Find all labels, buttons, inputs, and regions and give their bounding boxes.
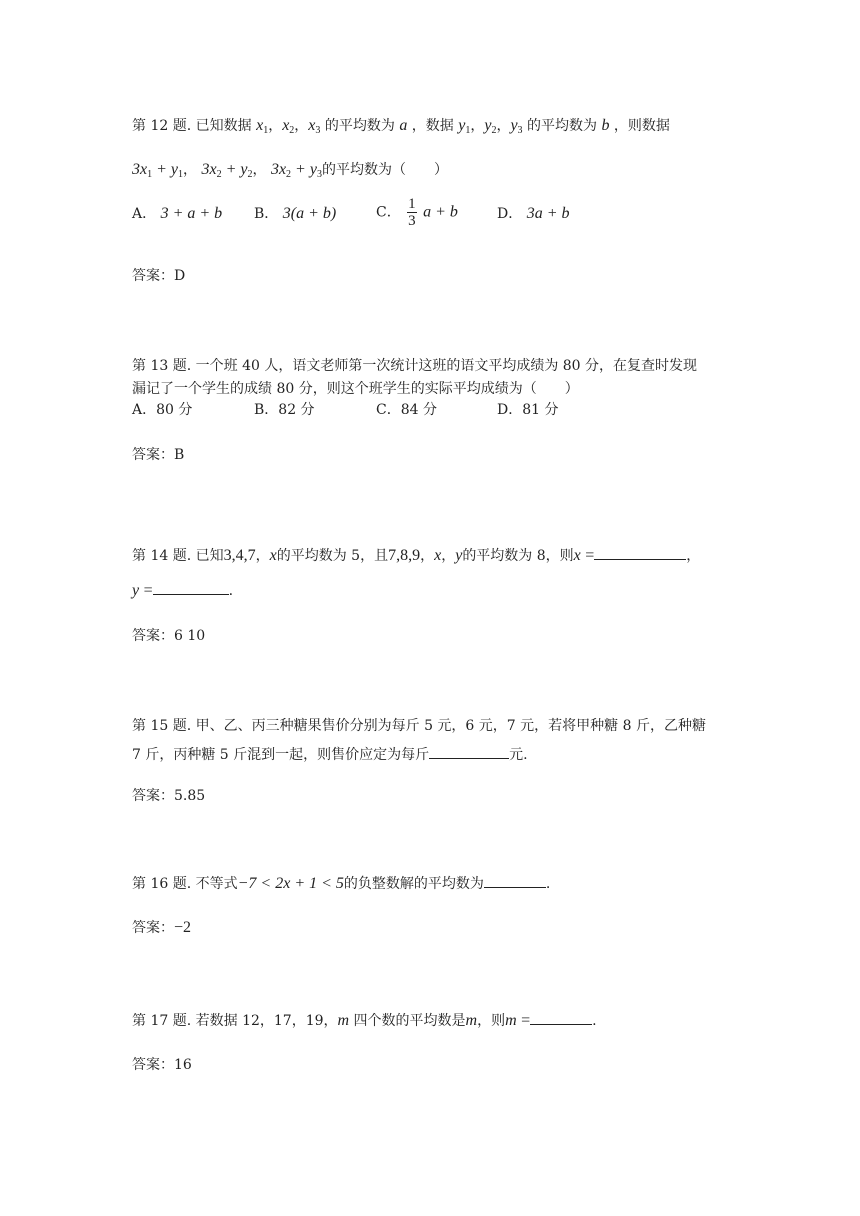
q16-answer: 答案：−2 [132,919,192,936]
q13-stem-line2: 漏记了一个学生的成绩 80 分，则这个班学生的实际平均成绩为（ ） [132,381,579,397]
q12-answer: 答案：D [132,268,186,284]
q12-stem-line2: $3x_1 + y_1$， $3x_2 + y_2$， $3x_2 + y_3$的平均数为（ ） [132,161,448,180]
q12-stem-line1: 第 12 题. 已知数据 $x_1$，$x_2$，$x_3$ 的平均数为 a ，数据 $y_1$，$y_2$，$y_3$ 的平均数为 b ，则数据 [132,117,670,136]
q15-stem-line1: 第 15 题. 甲、乙、丙三种糖果售价分别为每斤 5 元，6 元，7 元，若将甲种糖 8 斤，乙种糖 [132,718,706,734]
q12-option-d: D． 3a + b [497,205,570,222]
q17-answer: 答案：16 [132,1057,192,1073]
q16-stem: 第 16 题. 不等式−7 < 2x + 1 < 5的负整数解的平均数为 . [132,875,551,892]
q15-answer: 答案：5.85 [132,788,206,804]
q17-stem: 第 17 题. 若数据 12，17，19，m 四个数的平均数是m，则m = . [132,1012,597,1029]
q14-stem-line2: y = . [132,582,234,599]
q12-option-a: A． 3 + a + b [132,205,223,222]
q14-answer: 答案：6 10 [132,628,206,644]
answer-blank-y[interactable] [153,580,229,595]
q12-option-c: C． $\frac{1}{3}$ a + b [376,196,458,229]
q12-option-b: B． 3(a + b) [254,205,337,222]
q13-option-b: B．82 分 [254,402,315,418]
q13-stem-line1: 第 13 题. 一个班 40 人，语文老师第一次统计这班的语文平均成绩为 80 分，在复查时发现 [132,358,698,374]
q14-stem-line1: 第 14 题. 已知3,4,7，x的平均数为 5，且7,8,9，x，y的平均数为 8，则x = ， [132,547,701,564]
q15-stem-line2: 7 斤，丙种糖 5 斤混到一起，则售价应定为每斤 元. [132,744,528,765]
fraction-one-third: $\frac{1}{3}$ [408,196,416,229]
answer-blank-price[interactable] [429,744,509,759]
answer-blank-x[interactable] [594,545,686,560]
q13-option-d: D．81 分 [497,402,559,418]
q13-option-a: A．80 分 [132,402,193,418]
answer-blank-average[interactable] [484,873,546,888]
q13-option-c: C．84 分 [376,402,437,418]
answer-blank-m[interactable] [530,1010,592,1025]
q13-answer: 答案：B [132,447,185,463]
